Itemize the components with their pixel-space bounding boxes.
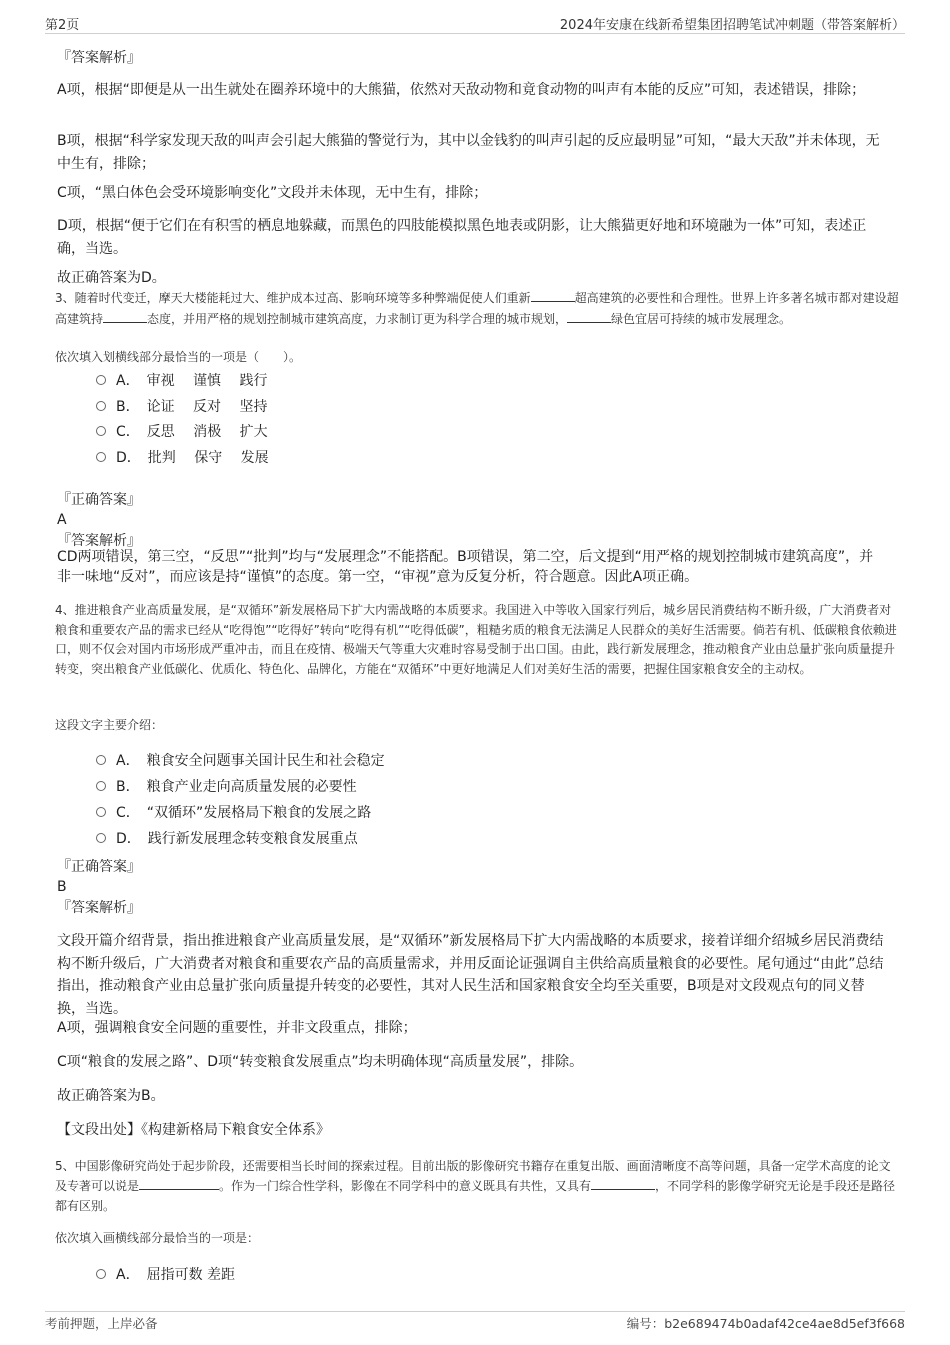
q3-blank-1 <box>531 288 575 302</box>
radio-icon[interactable] <box>96 1269 106 1279</box>
q3-stem-part3: 态度，并用严格的规划控制城市建筑高度，力求制订更为科学合理的城市规划， <box>147 311 568 326</box>
q4-correct-title: 『正确答案』 <box>57 859 141 875</box>
header-divider <box>45 33 905 34</box>
q3-blank-2 <box>103 309 147 323</box>
q4-analysis-cd: C项“粮食的发展之路”、D项“转变粮食发展重点”均未明确体现“高质量发展”，排除。 <box>57 1054 584 1070</box>
q4-prompt: 这段文字主要介绍： <box>55 718 164 732</box>
q5-blank-1 <box>139 1176 219 1190</box>
q2-conclusion: 故正确答案为D。 <box>57 270 166 286</box>
radio-icon[interactable] <box>96 426 106 436</box>
q3-option-d[interactable]: D． 批判 保守 发展 <box>96 447 269 469</box>
q3-stem-part4: 绿色宜居可持续的城市发展理念。 <box>611 311 792 326</box>
radio-icon[interactable] <box>96 833 106 843</box>
q4-analysis-title: 『答案解析』 <box>57 900 141 916</box>
q3-stem-part2: 超高建筑的必要性和合理性。世界上许多著名城市都对建设超高建筑持 <box>55 291 899 326</box>
q3-analysis-title: 『答案解析』 <box>57 533 141 549</box>
q5-option-a[interactable]: A． 屈指可数 差距 <box>96 1264 235 1286</box>
q5-stem-part1: 5、中国影像研究尚处于起步阶段，还需要相当长时间的探索过程。目前出版的影像研究书籍存在重复出版、画面清晰度不高等问题，具备一定学术高度的论文及专著可以说是 <box>55 1159 891 1193</box>
q4-analysis: 文段开篇介绍背景，指出推进粮食产业高质量发展，是“双循环”新发展格局下扩大内需战略的本质要求，接着详细介绍城乡居民消费结构不断升级后，广大消费者对粮食和重要农产品的高质量需求，并用反面论证强调自主供给高质量粮食的必要性。尾句通过“由此”总结指出，推动粮食产业由总量扩张向质量提升转变的必要性，其对人民生活和国家粮食安全均至关重要，B项是对文段观点句的同义替换，当选。 <box>57 933 884 1017</box>
q4-correct-answer: B <box>57 879 67 895</box>
radio-icon[interactable] <box>96 401 106 411</box>
q3-stem-part1: 3、随着时代变迁，摩天大楼能耗过大、维护成本过高、影响环境等多种弊端促使人们重新 <box>55 291 531 305</box>
q3-correct-answer: A <box>57 512 67 528</box>
page-number: 第2页 <box>45 18 80 33</box>
q3-correct-title: 『正确答案』 <box>57 492 141 508</box>
radio-icon[interactable] <box>96 375 106 385</box>
q5-stem <box>55 1156 900 1216</box>
q2-analysis-d: D项，根据“便于它们在有积雪的栖息地躲藏，而黑色的四肢能模拟黑色地表或阴影，让大熊猫更好地和环境融为一体”可知，表述正确，当选。 <box>57 218 867 257</box>
q3-option-a[interactable]: A． 审视 谨慎 践行 <box>96 370 267 392</box>
radio-icon[interactable] <box>96 755 106 765</box>
q3-analysis: CD两项错误，第三空，“反思”“批判”均与“发展理念”不能搭配。B项错误，第二空，后文提到“用严格的规划控制城市建筑高度”，并非一味地“反对”，而应该是持“谨慎”的态度。第一空，“审视”意为反复分析，符合题意。因此A项正确。 <box>57 549 874 585</box>
radio-icon[interactable] <box>96 452 106 462</box>
q4-conclusion: 故正确答案为B。 <box>57 1088 165 1104</box>
q5-prompt: 依次填入画横线部分最恰当的一项是： <box>55 1231 260 1245</box>
q4-option-b[interactable]: B． 粮食产业走向高质量发展的必要性 <box>96 776 357 798</box>
q5-stem-part3: ，不同学科的影像学研究无论是手段还是路径都有区别。 <box>55 1179 896 1213</box>
q3-option-c[interactable]: C． 反思 消极 扩大 <box>96 421 268 443</box>
document-title: 2024年安康在线新希望集团招聘笔试冲刺题（带答案解析） <box>559 18 905 33</box>
q2-analysis-a: A项，根据“即便是从一出生就处在圈养环境中的大熊猫，依然对天敌动物和竟食动物的叫声有本能的反应”可知，表述错误，排除； <box>57 82 866 98</box>
radio-icon[interactable] <box>96 781 106 791</box>
q4-option-d[interactable]: D． 践行新发展理念转变粮食发展重点 <box>96 828 358 850</box>
q5-blank-2 <box>591 1176 655 1190</box>
q2-analysis-title: 『答案解析』 <box>57 50 141 66</box>
footer-slogan: 考前押题，上岸必备 <box>45 1316 158 1331</box>
footer-divider <box>45 1311 905 1312</box>
q4-analysis-a: A项，强调粮食安全问题的重要性，并非文段重点，排除； <box>57 1020 417 1036</box>
q4-source: 【文段出处】《构建新格局下粮食安全体系》 <box>57 1122 330 1138</box>
radio-icon[interactable] <box>96 807 106 817</box>
q4-option-c[interactable]: C． “双循环”发展格局下粮食的发展之路 <box>96 802 371 824</box>
q2-analysis-b: B项，根据“科学家发现天敌的叫声会引起大熊猫的警觉行为，其中以金钱豹的叫声引起的反应最明显”可知，“最大天敌”并未体现，无中生有，排除； <box>57 133 880 172</box>
q2-analysis-c: C项，“黑白体色会受环境影响变化”文段并未体现，无中生有，排除； <box>57 185 488 201</box>
q3-option-b[interactable]: B． 论证 反对 坚持 <box>96 396 268 418</box>
q3-prompt: 依次填入划横线部分最恰当的一项是（ ）。 <box>55 350 302 364</box>
q5-stem-part2: 。作为一门综合性学科，影像在不同学科中的意义既具有共性，又具有 <box>219 1179 592 1193</box>
q4-stem: 4、推进粮食产业高质量发展，是“双循环”新发展格局下扩大内需战略的本质要求。我国进入中等收入国家行列后，城乡居民消费结构不断升级，广大消费者对粮食和重要农产品的需求已经从“吃得饱”“吃得好”转向“吃得有机”“吃得低碳”，粗糙劣质的粮食无法满足人民群众的美好生活需要。倘若有机、低碳粮食依赖进口，则不仅会对国内市场形成严重冲击，而且在疫情、极端天气等重大灾难时容易受制于出口国。由此，践行新发展理念，推动粮食产业由总量扩张向质量提升转变，突出粮食产业低碳化、优质化、特色化、品牌化，方能在“双循环”中更好地满足人们对美好生活的需要，把握住国家粮食安全的主动权。 <box>55 603 897 677</box>
q3-stem <box>55 288 900 329</box>
q4-option-a[interactable]: A． 粮食安全问题事关国计民生和社会稳定 <box>96 750 385 772</box>
q3-blank-3 <box>567 309 611 323</box>
document-id: 编号：b2e689474b0adaf42ce4ae8d5ef3f668 <box>626 1316 905 1331</box>
